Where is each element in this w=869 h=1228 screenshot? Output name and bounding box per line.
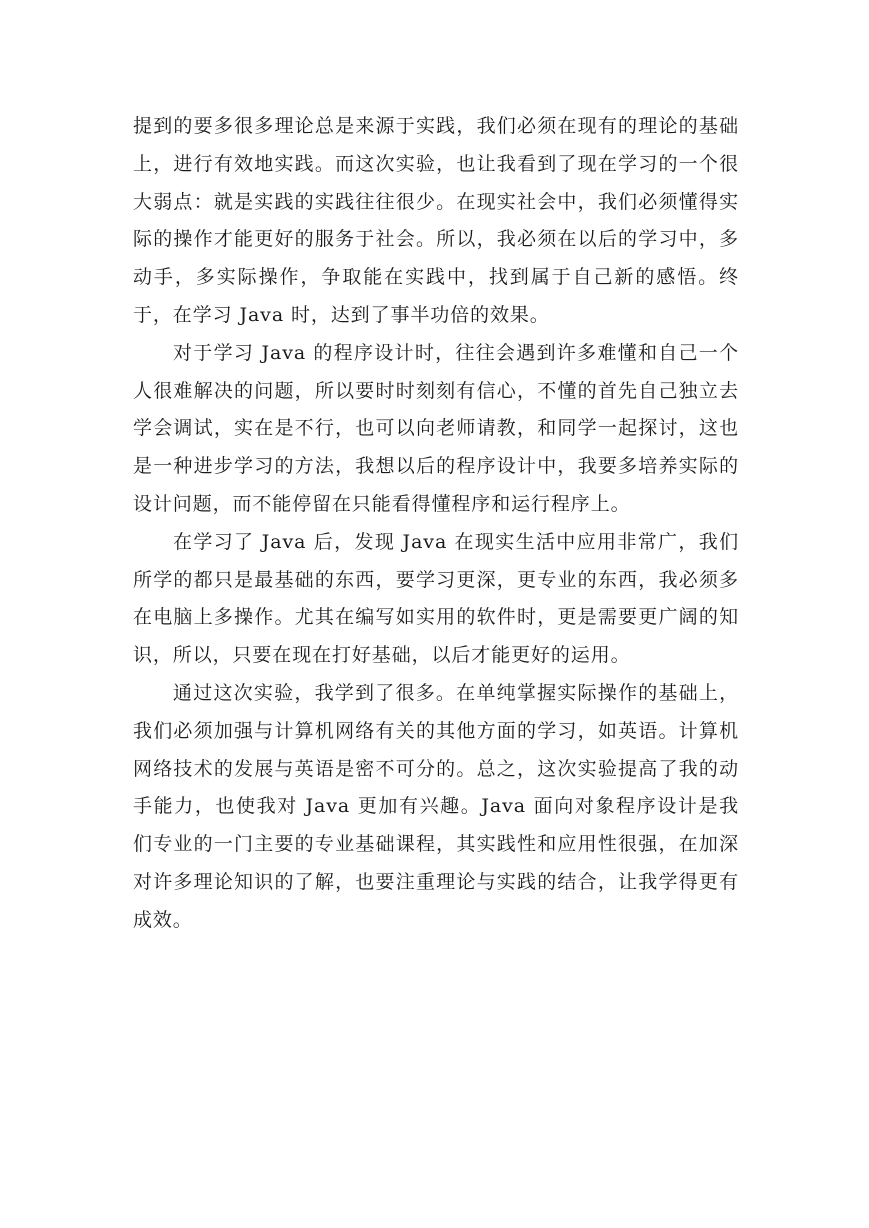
paragraph-2: 对于学习 Java 的程序设计时，往往会遇到许多难懂和自己一个人很难解决的问题，所以要时时刻刻有信心，不懂的首先自己独立去学会调试，实在是不行，也可以向老师请教，和同学一起探讨，这也是一种进步学习的方法，我想以后的程序设计中，我要多培养实际的设计问题，而不能停留在只能看得懂程序和运行程序上。 (133, 341, 739, 515)
paragraph-4: 通过这次实验，我学到了很多。在单纯掌握实际操作的基础上，我们必须加强与计算机网络有关的其他方面的学习，如英语。计算机网络技术的发展与英语是密不可分的。总之，这次实验提高了我的动手能力，也使我对 Java 更加有兴趣。Java 面向对象程序设计是我们专业的一门主要的专业基础课程，其实践性和应用性很强，在加深对许多理论知识的了解，也要注重理论与实践的结合，让我学得更有成效。 (133, 681, 739, 931)
paragraph-1: 提到的要多很多理论总是来源于实践，我们必须在现有的理论的基础上，进行有效地实践。而这次实验，也让我看到了现在学习的一个很大弱点：就是实践的实践往往很少。在现实社会中，我们必须懂得实际的操作才能更好的服务于社会。所以，我必须在以后的学习中，多动手，多实际操作，争取能在实践中，找到属于自己新的感悟。终于，在学习 Java 时，达到了事半功倍的效果。 (133, 115, 739, 326)
paragraph-3: 在学习了 Java 后，发现 Java 在现实生活中应用非常广，我们所学的都只是最基础的东西，要学习更深，更专业的东西，我必须多在电脑上多操作。尤其在编写如实用的软件时，更是需要更广阔的知识，所以，只要在现在打好基础，以后才能更好的运用。 (133, 530, 739, 667)
document-body (133, 108, 739, 940)
